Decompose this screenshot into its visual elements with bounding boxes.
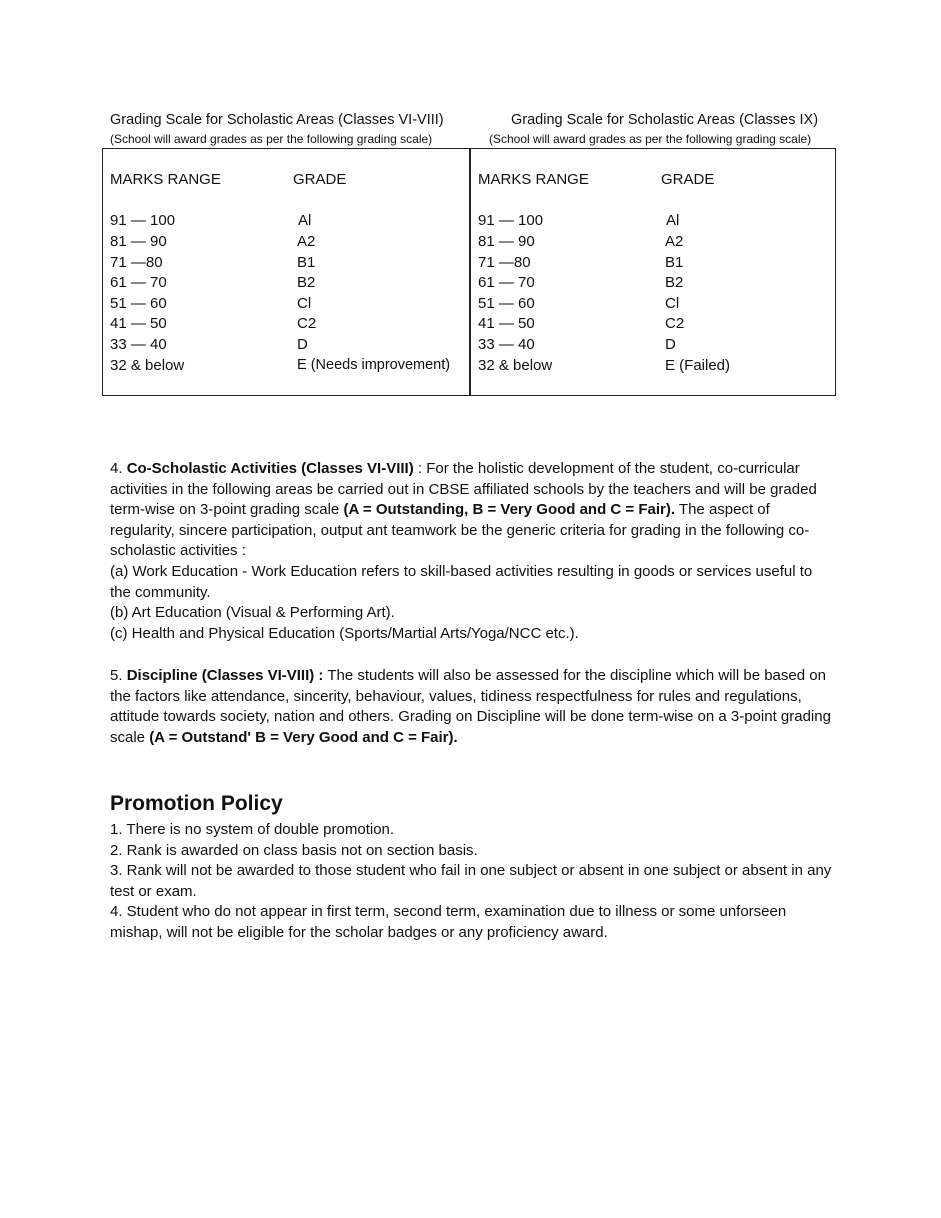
table2-row-marks: 33 — 40 — [478, 336, 535, 353]
section-number: 4. — [110, 460, 123, 477]
table1-row-grade: B1 — [297, 254, 316, 271]
list-item: 3. Rank will not be awarded to those student who fail in one subject or absent in one subject or absent in any test or exam. — [110, 862, 832, 900]
section-co-scholastic — [110, 459, 832, 644]
table1-row-marks: 33 — 40 — [110, 336, 167, 353]
list-item: 1. There is no system of double promotion. — [110, 821, 395, 838]
promotion-policy-heading: Promotion Policy — [110, 792, 283, 815]
table2-row-marks: 71 —80 — [478, 254, 531, 271]
table1-row-marks: 61 — 70 — [110, 274, 167, 291]
list-item: 2. Rank is awarded on class basis not on section basis. — [110, 841, 478, 859]
list-item: (c) Health and Physical Education (Sports/Martial Arts/Yoga/NCC etc.). — [110, 624, 579, 642]
table2-row-grade: B2 — [665, 274, 684, 291]
grading-scale-text: (A = Outstand' B = Very Good and C = Fair). — [149, 728, 458, 746]
table1-row-grade: B2 — [297, 274, 316, 291]
table1-row-marks: 32 & below — [110, 357, 185, 374]
list-item: 4. Student who do not appear in first term, second term, examination due to illness or some unforseen mishap, will not be eligible for the scholar badges or any proficiency award. — [110, 903, 787, 941]
table1-row-marks: 51 — 60 — [110, 295, 167, 312]
table1-row-grade: Cl — [297, 295, 312, 312]
table1-row-grade: A2 — [297, 233, 316, 250]
table2-caption: Grading Scale for Scholastic Areas (Classes IX) — [511, 112, 819, 128]
table2-row-marks: 51 — 60 — [478, 295, 535, 312]
section-text: The students will also be assessed for the discipline which will be based on the factors like attendance, sincerity, behaviour, values, tidiness respectfulness for rules and regulations, attitude towards society, nation and others. Grading on Discipline will be done term-wise on a 3-point grading scale — [110, 667, 831, 746]
table1-caption: Grading Scale for Scholastic Areas (Classes VI-VIII) — [110, 112, 444, 128]
table1-row-grade: C2 — [297, 315, 317, 332]
grading-scale-text: (A = Outstanding, B = Very Good and C = Fair). — [343, 501, 676, 519]
table1-header-grade: GRADE — [293, 171, 347, 188]
table2-row-marks: 81 — 90 — [478, 233, 535, 250]
promotion-policy-list — [110, 820, 832, 944]
table2-row-grade: D — [665, 336, 676, 353]
section-title: Discipline (Classes VI-VIII) : — [126, 667, 324, 684]
table2-row-marks: 32 & below — [478, 357, 553, 374]
discipline-paragraph — [110, 666, 832, 748]
table2-row-grade: E (Failed) — [665, 357, 731, 374]
table1-row-marks: 71 —80 — [110, 254, 163, 271]
co-scholastic-paragraph — [110, 459, 832, 562]
table2-row-grade: B1 — [665, 254, 684, 271]
table2-row-grade: A2 — [665, 233, 684, 250]
table1-header-marks: MARKS RANGE — [110, 171, 221, 188]
table2-row-grade: C2 — [665, 315, 685, 332]
table2-row-grade: Cl — [665, 295, 680, 312]
section-text: : For the holistic development of the student, co-curricular activities in the following areas be carried out in CBSE affiliated schools by the teachers and will be graded term-wise on 3-point grading scale — [110, 460, 817, 519]
table1-row-marks: 91 — 100 — [110, 212, 176, 229]
list-item: (a) Work Education - Work Education refers to skill-based activities resulting in goods or services useful to the community. — [110, 562, 813, 601]
section-discipline — [110, 666, 832, 748]
table2-row-marks: 41 — 50 — [478, 315, 535, 332]
table1-row-grade: D — [297, 336, 308, 353]
table2-header-grade: GRADE — [661, 171, 715, 188]
section-number: 5. — [110, 667, 123, 684]
table2-row-marks: 91 — 100 — [478, 212, 544, 229]
table1-row-marks: 41 — 50 — [110, 315, 167, 332]
section-text: The aspect of regularity, sincere participation, output ant teamwork be the generic criteria for grading in the following co-scholastic activities : — [110, 501, 810, 560]
table2-header-marks: MARKS RANGE — [478, 171, 589, 188]
table-divider — [469, 148, 471, 396]
table2-row-marks: 61 — 70 — [478, 274, 535, 291]
table1-row-grade: Al — [298, 212, 312, 229]
table1-subcaption: (School will award grades as per the following grading scale) — [110, 132, 433, 146]
table2-row-grade: Al — [666, 212, 680, 229]
section-title: Co-Scholastic Activities (Classes VI-VIII) — [126, 460, 414, 477]
list-item: (b) Art Education (Visual & Performing Art). — [110, 604, 395, 622]
table1-row-grade: E (Needs improvement) — [297, 357, 451, 373]
table2-subcaption: (School will award grades as per the following grading scale) — [489, 132, 812, 146]
table1-row-marks: 81 — 90 — [110, 233, 167, 250]
